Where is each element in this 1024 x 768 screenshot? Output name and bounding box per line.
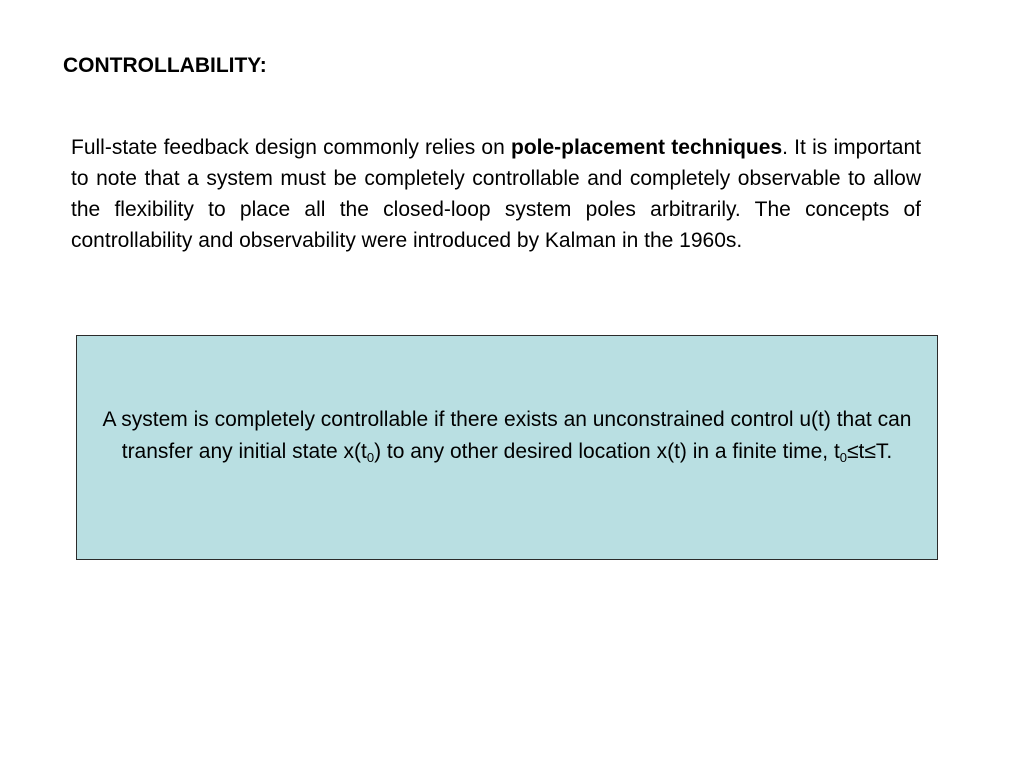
section-heading: CONTROLLABILITY:: [63, 54, 267, 77]
paragraph-bold-term: pole-placement techniques: [511, 136, 783, 159]
paragraph-text-end: . It is important to note that a system must be completely controllable and completely observable to allow the flexibility to place all the closed-loop system poles arbitrarily. The concepts of controllability and observability were introduced by Kalman in the 1960s.: [71, 136, 921, 252]
paragraph-text-start: Full-state feedback design commonly relies on: [71, 136, 512, 159]
body-paragraph: [71, 132, 921, 256]
definition-subscript-2: 0: [839, 449, 848, 465]
definition-subscript-1: 0: [366, 449, 375, 465]
definition-text-part3: ≤t≤T.: [847, 439, 893, 463]
definition-text: [97, 404, 917, 467]
definition-box: [76, 335, 938, 560]
definition-text-part2: ) to any other desired location x(t) in a finite time, t: [374, 439, 840, 463]
definition-text-part1: A system is completely controllable if there exists an unconstrained control u(t) that can transfer any initial state x(t: [102, 408, 912, 463]
